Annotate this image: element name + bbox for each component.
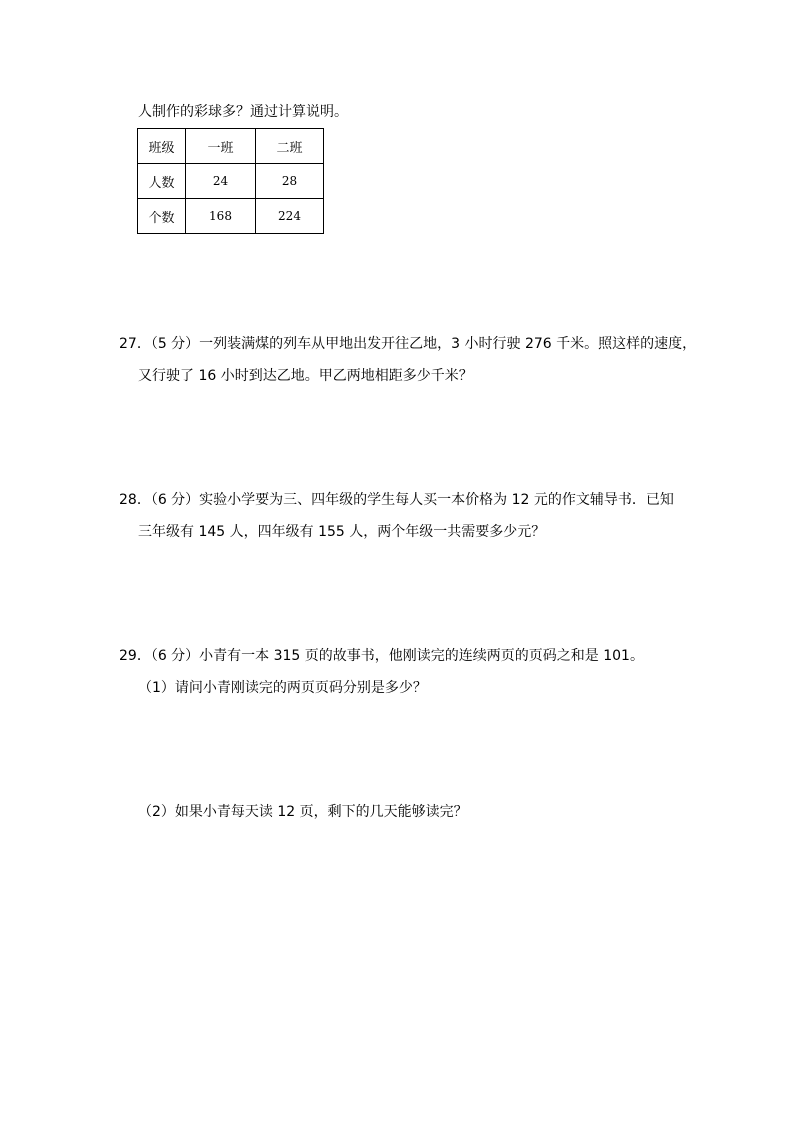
table-row: [138, 164, 324, 199]
table-cell: 224: [256, 199, 324, 234]
table-row-label: 人数: [138, 164, 186, 199]
table-header-cell: 二班: [256, 129, 324, 164]
question-27-line-1: 27．（5 分）一列装满煤的列车从甲地出发开往乙地，3 小时行驶 276 千米。照这样的速度，: [119, 336, 697, 352]
question-29-sub-2: （2）如果小青每天读 12 页，剩下的几天能够读完？: [138, 804, 468, 820]
table-row: [138, 129, 324, 164]
table-header-cell: 班级: [138, 129, 186, 164]
question-26-tail: 人制作的彩球多？通过计算说明。: [138, 104, 348, 120]
question-29-sub-1: （1）请问小青刚读完的两页页码分别是多少？: [138, 680, 427, 696]
question-28-line-2: 三年级有 145 人，四年级有 155 人，两个年级一共需要多少元？: [138, 524, 546, 540]
question-27-line-2: 又行驶了 16 小时到达乙地。甲乙两地相距多少千米？: [138, 368, 473, 384]
table-cell: 28: [256, 164, 324, 199]
class-stats-table: [137, 128, 324, 234]
table-row-label: 个数: [138, 199, 186, 234]
table-cell: 24: [186, 164, 256, 199]
table-row: [138, 199, 324, 234]
question-29-line-1: 29．（6 分）小青有一本 315 页的故事书，他刚读完的连续两页的页码之和是 101。: [119, 648, 644, 664]
table-cell: 168: [186, 199, 256, 234]
table-header-cell: 一班: [186, 129, 256, 164]
question-28-line-1: 28．（6 分）实验小学要为三、四年级的学生每人买一本价格为 12 元的作文辅导书．已知: [119, 492, 674, 508]
